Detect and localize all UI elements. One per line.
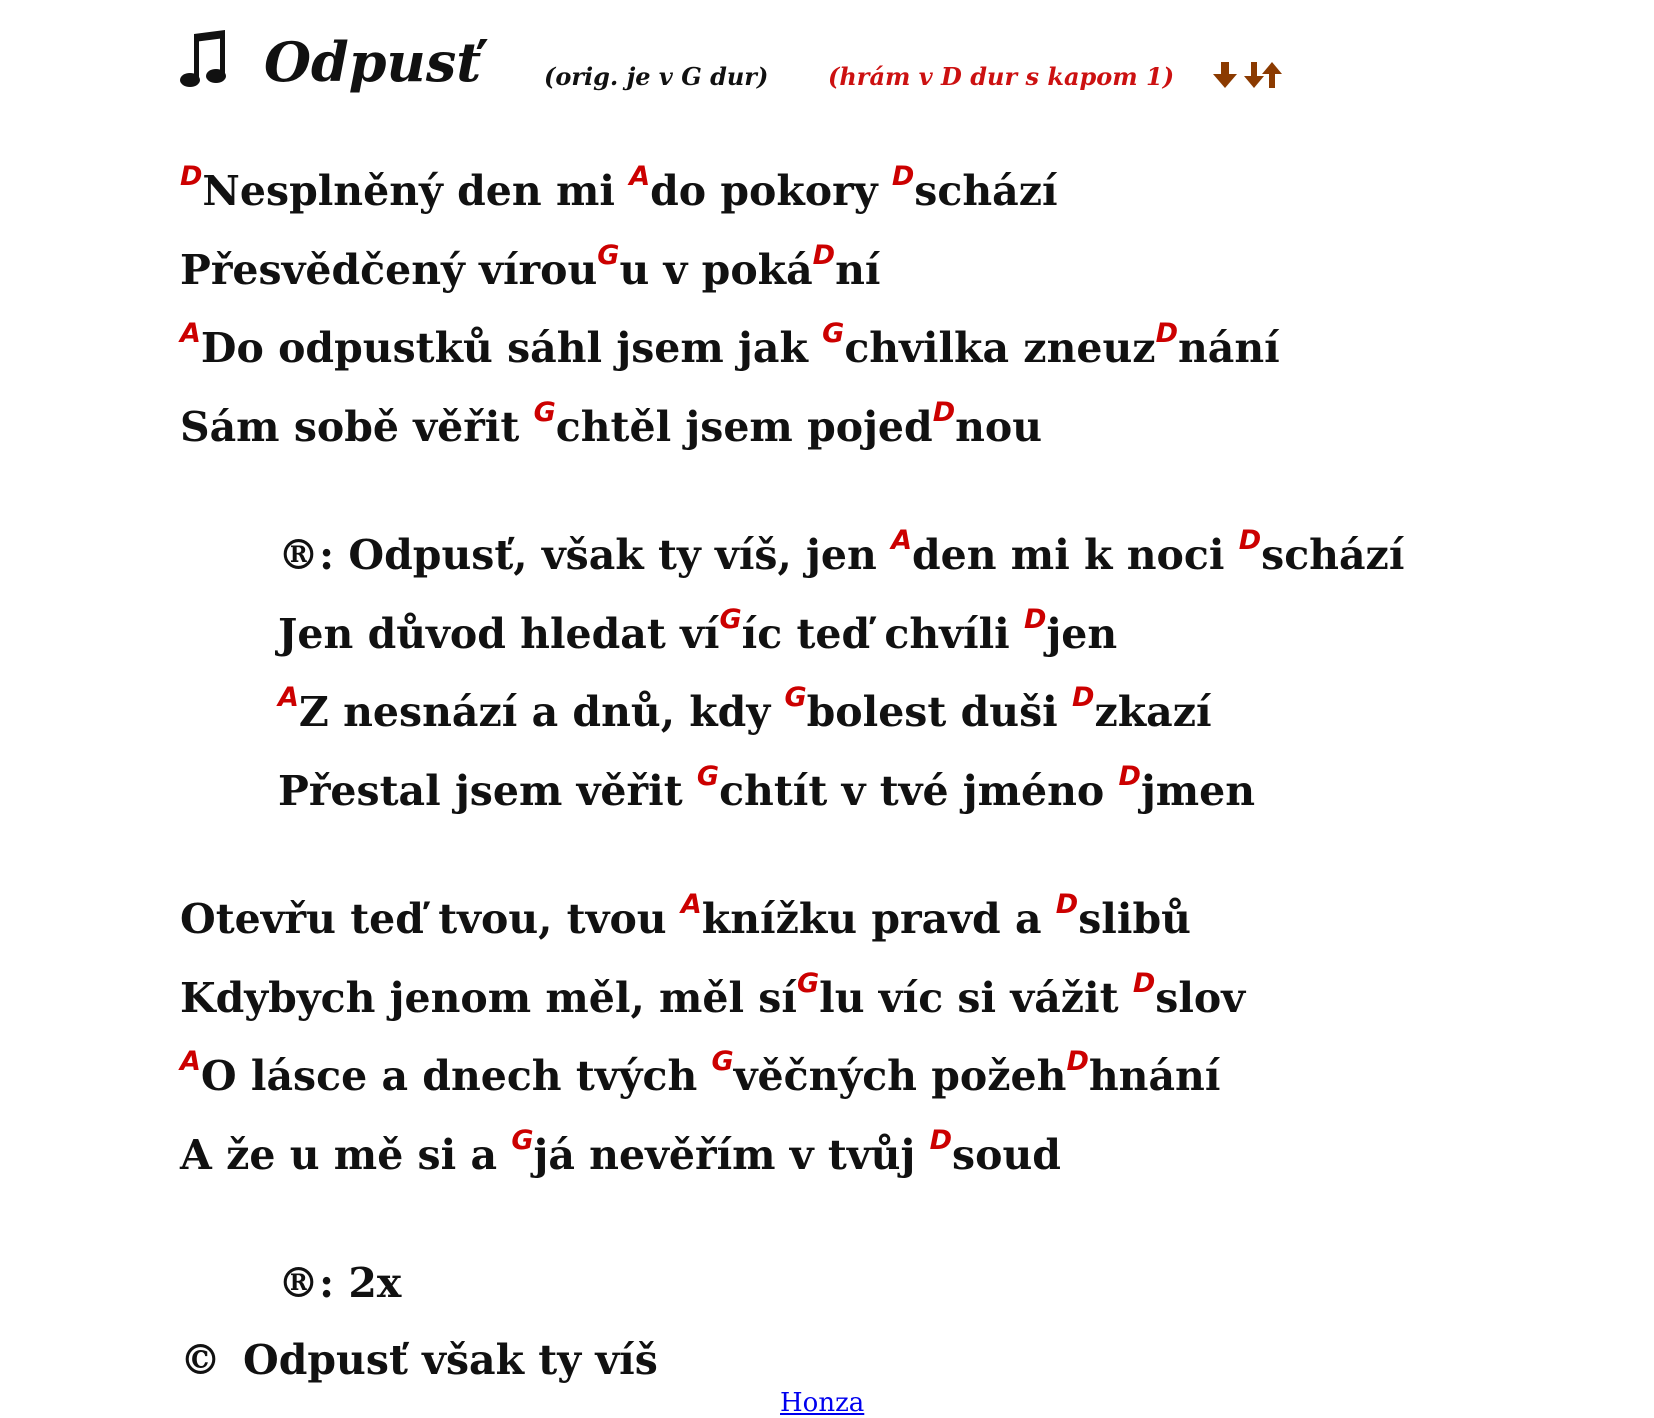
chord: D xyxy=(1024,603,1047,635)
chord: G xyxy=(796,967,820,999)
lyric-line xyxy=(180,309,1404,388)
lyric-line xyxy=(180,1116,1404,1195)
lyric-text: Přesvědčený vírou xyxy=(180,245,598,294)
lyric-line xyxy=(278,673,1404,752)
copyright-mark: © xyxy=(180,1336,221,1384)
lyric-text: chtěl jsem pojed xyxy=(555,402,933,451)
chord: D xyxy=(929,1124,953,1156)
lyric-text: Jen důvod hledat ví xyxy=(278,609,720,658)
chord: D xyxy=(812,239,836,271)
lyric-text: zkazí xyxy=(1094,688,1212,736)
verse-1 xyxy=(180,152,1404,466)
lyric-line xyxy=(278,752,1404,831)
chord: D xyxy=(180,161,203,192)
author-link[interactable]: Honza xyxy=(780,1388,865,1418)
chord: D xyxy=(1155,318,1178,349)
lyric-text: do pokory xyxy=(650,167,892,215)
lyric-text: slibů xyxy=(1078,895,1191,943)
chord: D xyxy=(1072,682,1095,713)
lyric-text: u v poká xyxy=(619,245,813,294)
lyric-text: Sám sobě věřit xyxy=(180,402,534,451)
lyric-text: den mi k noci xyxy=(911,531,1239,579)
original-key-note: (orig. je v G dur) xyxy=(544,62,769,91)
lyric-text: Z nesnází a dnů, kdy xyxy=(298,688,785,736)
chorus-repeat: ®: 2x xyxy=(278,1259,402,1307)
lyric-text: Otevřu teď tvou, tvou xyxy=(180,895,681,943)
lyric-line xyxy=(180,1037,1404,1116)
chord: D xyxy=(1118,760,1141,792)
lyric-text: lu víc si vážit xyxy=(819,973,1133,1022)
lyric-text: hnání xyxy=(1088,1052,1221,1100)
lyric-text: Nesplněný den mi xyxy=(202,167,630,215)
chord: G xyxy=(533,396,556,428)
chord: G xyxy=(696,760,720,792)
chord: A xyxy=(278,682,299,713)
chord: D xyxy=(1055,889,1079,920)
lyric-line xyxy=(278,595,1404,674)
arrows-updown-icon[interactable] xyxy=(1244,60,1282,90)
lyric-text: ní xyxy=(835,245,881,294)
arrow-down-icon[interactable] xyxy=(1212,60,1238,90)
chord: G xyxy=(597,239,620,271)
music-note-icon xyxy=(180,30,230,92)
lyric-text: íc teď chvíli xyxy=(741,609,1025,658)
lyric-line xyxy=(278,516,1404,595)
lyric-line xyxy=(180,388,1404,467)
lyric-text: schází xyxy=(1261,531,1405,579)
song-title: Odpusť xyxy=(264,30,482,94)
chord: G xyxy=(822,318,845,349)
chord: G xyxy=(784,682,807,713)
lyric-text: A že u mě si a xyxy=(180,1130,512,1179)
chord: D xyxy=(1066,1046,1089,1077)
lyric-text: nou xyxy=(955,402,1043,451)
lyric-line xyxy=(180,231,1404,310)
chord: A xyxy=(180,318,201,349)
lyric-text: slov xyxy=(1155,973,1246,1022)
footer-song-title: Odpusť však ty víš xyxy=(243,1336,658,1384)
song-footer xyxy=(180,1336,658,1384)
lyric-text: schází xyxy=(914,167,1058,215)
capo-key-note: (hrám v D dur s kapom 1) xyxy=(828,62,1175,91)
chord: A xyxy=(680,889,702,920)
chord: D xyxy=(891,161,915,192)
chord: G xyxy=(511,1124,534,1156)
lyric-text: nání xyxy=(1178,324,1280,372)
lyric-text: jmen xyxy=(1140,766,1256,815)
lyric-text: věčných požeh xyxy=(733,1052,1067,1100)
lyrics xyxy=(180,152,1404,1323)
chorus xyxy=(180,516,1404,830)
chord: D xyxy=(932,396,956,428)
lyric-text: Kdybych jenom měl, měl sí xyxy=(180,973,797,1022)
lyric-text: Do odpustků sáhl jsem jak xyxy=(200,324,823,372)
lyric-text: chtít v tvé jméno xyxy=(719,766,1119,815)
lyric-text: soud xyxy=(952,1130,1061,1179)
lyric-text: ®: Odpusť, však ty víš, jen xyxy=(278,531,892,579)
lyric-text: já nevěřím v tvůj xyxy=(533,1130,930,1179)
lyric-text: chvilka zneuz xyxy=(844,324,1156,372)
lyric-line xyxy=(180,152,1404,231)
chord: D xyxy=(1132,967,1156,999)
lyric-text: Přestal jsem věřit xyxy=(278,766,697,815)
lyric-text: O lásce a dnech tvých xyxy=(200,1052,712,1100)
lyric-text: bolest duši xyxy=(806,688,1073,736)
lyric-line xyxy=(180,880,1404,959)
lyric-line xyxy=(180,959,1404,1038)
chord: A xyxy=(629,161,651,192)
verse-2 xyxy=(180,880,1404,1194)
lyric-text: jen xyxy=(1046,609,1118,658)
chord: D xyxy=(1238,525,1262,556)
chord: A xyxy=(891,525,912,556)
lyric-text: knížku pravd a xyxy=(701,895,1056,943)
chord: G xyxy=(719,603,742,635)
chord: A xyxy=(180,1046,201,1077)
chord: G xyxy=(711,1046,734,1077)
